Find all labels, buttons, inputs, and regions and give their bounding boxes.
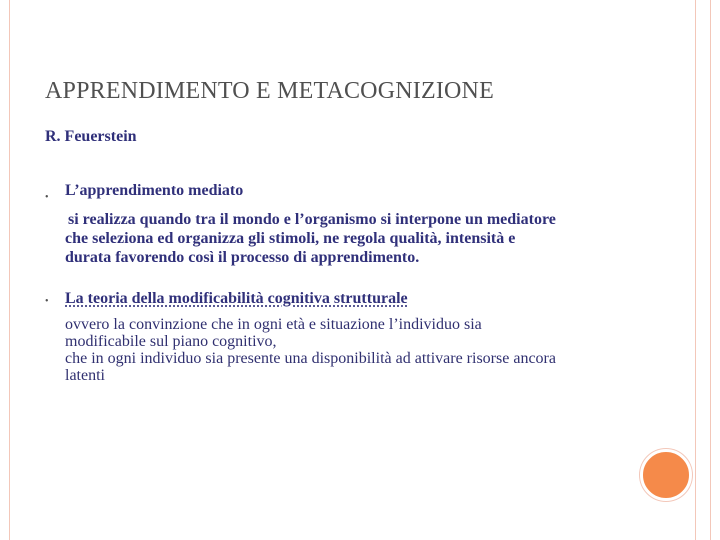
bullet-2-line-2: modificabile sul piano cognitivo, (65, 333, 277, 350)
bullet-2-line-3: che in ogni individuo sia presente una disponibilità ad attivare risorse ancora (65, 350, 556, 367)
bullet-body-2 (65, 316, 625, 384)
bullet-marker-1: • (45, 192, 49, 203)
bullet-1-line-1: si realizza quando tra il mondo e l’organismo si interpone un mediatore (68, 211, 556, 228)
bullet-1-line-3: durata favorendo così il processo di apprendimento. (65, 249, 420, 266)
bullet-marker-2: • (45, 296, 49, 307)
bullet-heading-1: L’apprendimento mediato (65, 182, 244, 199)
slide-title: APPRENDIMENTO E METACOGNIZIONE (45, 78, 494, 104)
decorative-circle (640, 449, 692, 501)
slide-author: R. Feuerstein (45, 128, 137, 145)
bullet-2-line-1: ovvero la convinzione che in ogni età e situazione l’individuo sia (65, 316, 482, 333)
bullet-heading-2: La teoria della modificabilità cognitiva strutturale (65, 290, 408, 307)
bullet-2-line-4: latenti (65, 367, 105, 384)
bullet-1-line-2: che seleziona ed organizza gli stimoli, ne regola qualità, intensità e (65, 230, 516, 247)
bullet-body-1 (65, 210, 625, 267)
slide-inner-rule (695, 0, 696, 540)
